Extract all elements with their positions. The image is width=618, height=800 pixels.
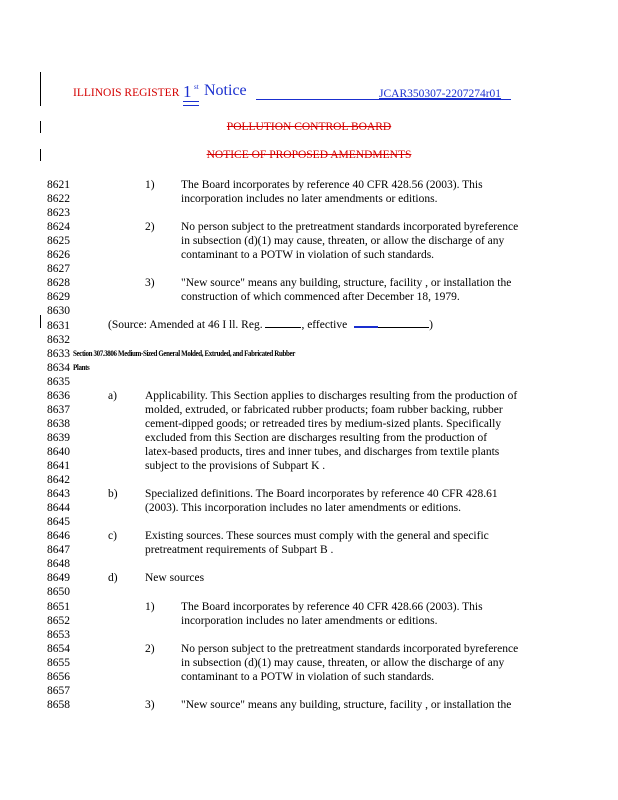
subsection-label: b) (108, 488, 118, 501)
text-line: (2003). This incorporation includes no later amendments or editions. (145, 502, 461, 515)
item-text (181, 178, 483, 206)
text-line: incorporation includes no later amendments or editions. (181, 614, 438, 627)
text-line: contaminant to a POTW in violation of such standards. (181, 670, 435, 683)
double-underline (183, 101, 199, 102)
line-number: 8651 (47, 600, 70, 613)
line-number: 8649 (47, 572, 70, 585)
text-line: cement-dipped goods; or retreaded tires by medium-sized plants. Specifically (145, 417, 502, 430)
issue-superscript: st (194, 83, 199, 91)
inserted-mark (354, 326, 378, 328)
text-line: pretreatment requirements of Subpart B . (145, 544, 334, 557)
section-heading-cont: Plants (73, 362, 90, 372)
item-label: 1) (145, 600, 155, 613)
line-number: 8646 (47, 530, 70, 543)
text-line: subject to the provisions of Subpart K . (145, 459, 326, 472)
line-number: 8626 (47, 249, 70, 262)
line-number: 8630 (47, 305, 70, 318)
line-number: 8641 (47, 460, 70, 472)
line-number: 8658 (47, 698, 70, 711)
double-underline (183, 105, 199, 106)
text-line: latex-based products, tires and inner tubes, and discharges from textile plants (145, 445, 500, 458)
item-label: 3) (145, 277, 155, 290)
issue-number: 1 (183, 82, 192, 101)
text-line: molded, extruded, or fabricated rubber products; foam rubber backing, rubber (145, 403, 503, 416)
text-line: Specialized definitions. The Board incorporates by reference 40 CFR 428.61 (145, 488, 498, 501)
line-number: 8637 (47, 403, 70, 416)
text-line: The Board incorporates by reference 40 CFR 428.56 (2003). This (181, 179, 483, 191)
source-suffix: ) (429, 319, 433, 331)
change-bar (40, 72, 41, 106)
source-prefix: (Source: Amended at 46 I ll. Reg. (108, 319, 266, 331)
line-number: 8635 (47, 375, 70, 388)
section-heading: Section 307.3806 Medium-Sized General Molded, Extruded, and Fabricated Rubber (73, 348, 295, 358)
subsection-label: a) (108, 389, 117, 402)
line-number: 8628 (47, 277, 70, 290)
register-blank (265, 317, 301, 328)
text-line: incorporation includes no later amendments or editions. (181, 193, 438, 205)
item-label: 3) (145, 698, 155, 711)
line-number: 8639 (47, 431, 70, 444)
line-number: 8632 (47, 333, 70, 346)
line-number: 8625 (47, 235, 70, 248)
text-line: contaminant to a POTW in violation of such standards. (181, 249, 435, 262)
line-number: 8633 (47, 347, 70, 360)
text-line: No person subject to the pretreatment standards incorporated byreference (181, 642, 519, 655)
item-text (181, 276, 511, 304)
line-number: 8636 (47, 389, 70, 402)
subsection-text (145, 487, 498, 515)
line-number: 8624 (47, 221, 70, 234)
line-number: 8652 (47, 614, 70, 627)
line-number: 8629 (47, 291, 70, 304)
text-line: "New source" means any building, structure, facility , or installation the (181, 277, 512, 290)
line-number: 8621 (47, 179, 70, 191)
line-number: 8631 (47, 319, 70, 332)
notice-label: Notice (204, 82, 247, 99)
text-line: Existing sources. These sources must comply with the general and specific (145, 530, 489, 543)
subsection-label: c) (108, 530, 117, 543)
subsection-text (145, 529, 489, 557)
text-line: Applicability. This Section applies to discharges resulting from the production of (145, 389, 518, 402)
text-line: New sources (145, 572, 205, 585)
text-line: "New source" means any building, structure, facility , or installation the (181, 698, 512, 711)
jcar-code: JCAR350307-2207274r01 (379, 88, 502, 100)
line-number: 8634 (47, 361, 70, 374)
line-number: 8643 (47, 488, 70, 501)
line-number: 8647 (47, 544, 70, 557)
subsection-label: d) (108, 572, 118, 585)
text-line: in subsection (d)(1) may cause, threaten, or allow the discharge of any (181, 235, 505, 248)
line-number: 8655 (47, 656, 70, 669)
line-number: 8648 (47, 558, 70, 571)
line-number: 8644 (47, 502, 70, 515)
item-text (181, 642, 518, 684)
line-number: 8642 (47, 474, 70, 487)
line-number: 8623 (47, 207, 70, 220)
text-line: The Board incorporates by reference 40 CFR 428.66 (2003). This (181, 600, 483, 613)
line-number: 8650 (47, 586, 70, 599)
line-number: 8654 (47, 642, 70, 655)
item-text (181, 220, 518, 262)
subsection-text (145, 389, 517, 473)
item-label: 1) (145, 179, 155, 191)
line-number: 8640 (47, 445, 70, 458)
item-text (181, 698, 511, 712)
text-line: No person subject to the pretreatment standards incorporated byreference (181, 221, 519, 234)
line-number: 8657 (47, 684, 70, 697)
line-number: 8622 (47, 193, 70, 206)
source-middle: , effective (301, 319, 351, 331)
notice-title: NOTICE OF PROPOSED AMENDMENTS (206, 149, 412, 161)
change-bar (40, 315, 41, 328)
board-title: POLLUTION CONTROL BOARD (226, 121, 392, 133)
text-line: construction of which commenced after December 18, 1979. (181, 291, 460, 304)
item-text (181, 600, 483, 628)
item-label: 2) (145, 642, 155, 655)
effective-blank (354, 317, 429, 328)
item-label: 2) (145, 221, 155, 234)
line-number: 8638 (47, 417, 70, 430)
line-number: 8656 (47, 670, 70, 683)
line-number: 8653 (47, 628, 70, 641)
source-note (108, 317, 433, 331)
text-line: excluded from this Section are discharges resulting from the production of (145, 431, 488, 444)
subsection-text (145, 571, 204, 585)
line-number: 8645 (47, 516, 70, 529)
line-number: 8627 (47, 263, 70, 276)
text-line: in subsection (d)(1) may cause, threaten, or allow the discharge of any (181, 656, 505, 669)
register-title: ILLINOIS REGISTER (73, 87, 180, 99)
register-header (73, 82, 593, 110)
